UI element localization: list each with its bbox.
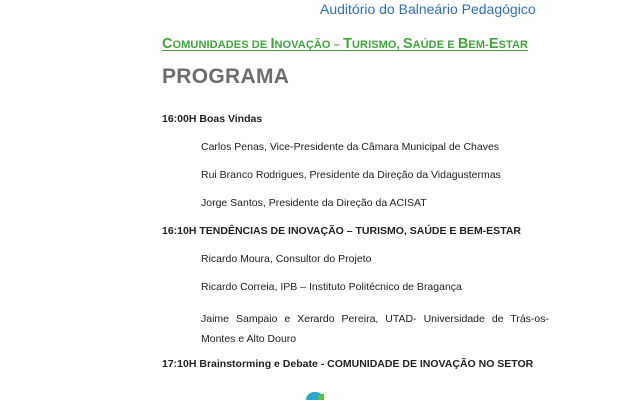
speaker-item: Rui Branco Rodrigues, Presidente da Direção da Vidagustermas <box>201 169 501 181</box>
event-theme-title: COMUNIDADES DE INOVAÇÃO – TURISMO, SAÚDE E BEM-ESTAR <box>162 36 529 52</box>
speaker-item: Carlos Penas, Vice-Presidente da Câmara Municipal de Chaves <box>201 141 500 153</box>
program-section-title: PROGRAMA <box>162 65 290 88</box>
speaker-item: Ricardo Moura, Consultor do Projeto <box>201 253 372 265</box>
debate-heading: 17:10H Brainstorming e Debate - COMUNIDADE DE INOVAÇÃO NO SETOR <box>162 358 534 370</box>
speaker-item: Ricardo Correia, IPB – Instituto Politécnico de Bragança <box>201 281 462 293</box>
logo-accent-icon <box>318 394 324 400</box>
speaker-item: Jorge Santos, Presidente da Direção da ACISAT <box>201 197 427 209</box>
speaker-item: Jaime Sampaio e Xerardo Pereira, UTAD- Universidade de Trás-os-Montes e Alto Douro <box>201 313 549 345</box>
trends-heading: 16:10H TENDÊNCIAS DE INOVAÇÃO – TURISMO, SAÚDE E BEM-ESTAR <box>162 225 521 237</box>
venue-heading: Auditório do Balneário Pedagógico <box>320 1 536 17</box>
welcome-heading: 16:00H Boas Vindas <box>162 113 263 125</box>
